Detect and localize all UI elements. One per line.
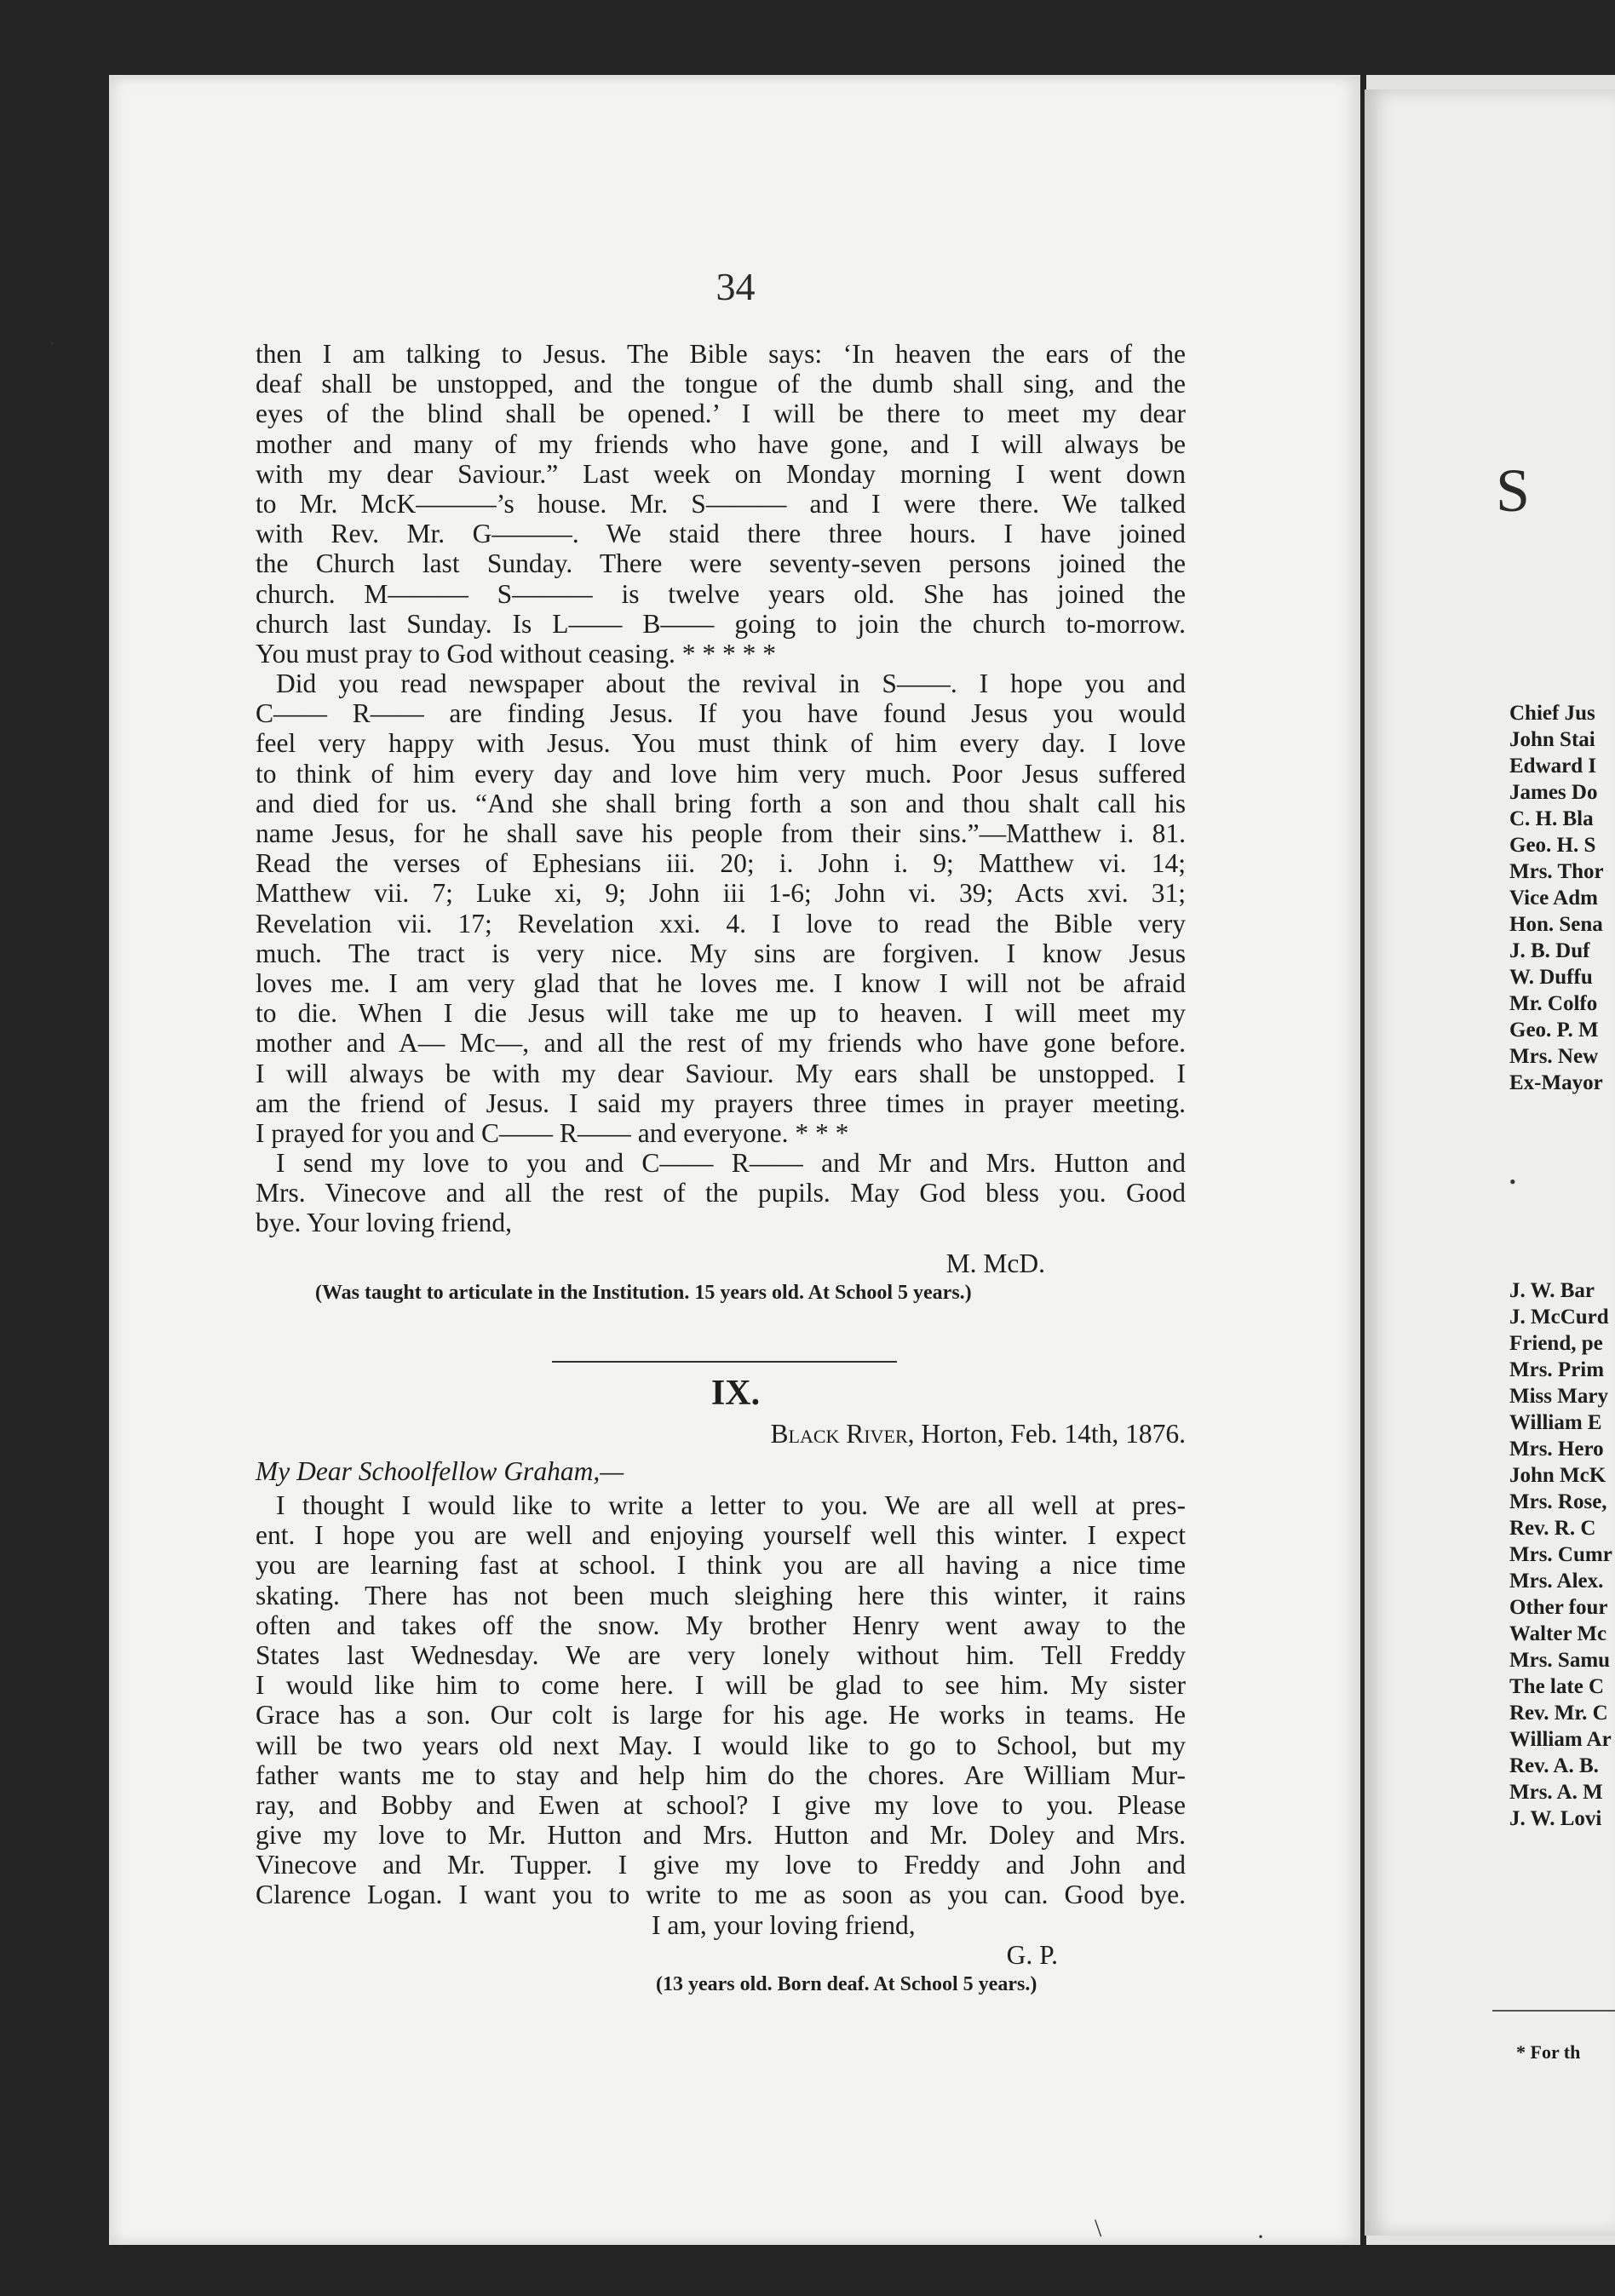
text-line: Revelation vii. 17; Revelation xxi. 4. I love to read the Bible very bbox=[256, 908, 1186, 938]
text-line: C—— R—— are finding Jesus. If you have found Jesus you would bbox=[256, 698, 1186, 729]
footnote: (13 years old. Born deaf. At School 5 years.) bbox=[656, 1973, 1037, 1995]
text-line: give my love to Mr. Hutton and Mrs. Hutton and Mr. Doley and Mrs. bbox=[256, 1820, 1186, 1851]
text-line: I thought I would like to write a letter to you. We are all well at pres- bbox=[276, 1490, 1186, 1520]
list-item: Rev. Mr. C bbox=[1509, 1702, 1608, 1725]
section-divider bbox=[552, 1361, 897, 1363]
text-line: often and takes off the snow. My brother Henry went away to the bbox=[256, 1610, 1186, 1640]
text-line: church. M——— S——— is twelve years old. She has joined the bbox=[256, 578, 1186, 609]
text-line: am the friend of Jesus. I said my prayers three times in prayer meeting. bbox=[256, 1088, 1186, 1118]
text-line: church last Sunday. Is L—— B—— going to join the church to-morrow. bbox=[256, 608, 1186, 639]
text-line: Clarence Logan. I want you to write to me as soon as you can. Good bye. bbox=[256, 1880, 1186, 1910]
text-line: deaf shall be unstopped, and the tongue of the dumb shall sing, and the bbox=[256, 369, 1186, 399]
text-line: I will always be with my dear Saviour. My ears shall be unstopped. I bbox=[256, 1058, 1186, 1088]
list-item: Mr. Colfo bbox=[1509, 992, 1598, 1015]
letter-ix-body bbox=[256, 1490, 1186, 1999]
footnote: (Was taught to articulate in the Institution. 15 years old. At School 5 years.) bbox=[315, 1281, 972, 1304]
list-item: Miss Mary bbox=[1509, 1385, 1608, 1408]
text-line: I send my love to you and C—— R—— and Mr and Mrs. Hutton and bbox=[276, 1148, 1186, 1179]
text-line: with Rev. Mr. G———. We staid there three hours. I have joined bbox=[256, 519, 1186, 549]
list-item: Chief Jus bbox=[1509, 702, 1595, 725]
list-item: William E bbox=[1509, 1411, 1602, 1434]
scan-speck: ˙ bbox=[48, 336, 56, 364]
facing-list-b bbox=[1509, 1277, 1615, 1832]
dateline bbox=[256, 1419, 1186, 1449]
facing-heading: S bbox=[1496, 456, 1531, 525]
list-item: Ex-Mayor bbox=[1509, 1071, 1603, 1094]
salutation: My Dear Schoolfellow Graham,— bbox=[256, 1456, 624, 1486]
text-line: with my dear Saviour.” Last week on Monday morning I went down bbox=[256, 458, 1186, 489]
text-line: bye. Your loving friend, bbox=[256, 1208, 512, 1238]
list-item: John McK bbox=[1509, 1464, 1606, 1487]
text-line: and died for us. “And she shall bring forth a son and thou shalt call his bbox=[256, 788, 1186, 818]
text-line: will be two years old next May. I would like to go to School, but my bbox=[256, 1730, 1186, 1760]
list-item: Walter Mc bbox=[1509, 1622, 1607, 1645]
text-line: name Jesus, for he shall save his people from their sins.”—Matthew i. 81. bbox=[256, 818, 1186, 848]
text-line: You must pray to God without ceasing. * * * * * bbox=[256, 638, 777, 669]
text-line: States last Wednesday. We are very lonely without him. Tell Freddy bbox=[256, 1639, 1186, 1670]
facing-page bbox=[1365, 89, 1615, 2236]
list-item: Mrs. Thor bbox=[1509, 860, 1604, 883]
text-line: Did you read newspaper about the revival in S——. I hope you and bbox=[276, 669, 1186, 699]
list-item: Edward I bbox=[1509, 755, 1597, 778]
signature: M. McD. bbox=[945, 1248, 1045, 1278]
section-heading: IX. bbox=[710, 1374, 761, 1413]
text-line: mother and many of my friends who have gone, and I will always be bbox=[256, 428, 1186, 459]
text-line: the Church last Sunday. There were seventy-seven persons joined the bbox=[256, 548, 1186, 579]
list-item: Mrs. New bbox=[1509, 1045, 1599, 1068]
text-line: Read the verses of Ephesians iii. 20; i. John i. 9; Matthew vi. 14; bbox=[256, 848, 1186, 879]
list-item: William Ar bbox=[1509, 1728, 1612, 1751]
text-line: mother and A— Mc—, and all the rest of my friends who have gone before. bbox=[256, 1028, 1186, 1059]
text-line: you are learning fast at school. I think you are all having a nice time bbox=[256, 1550, 1186, 1581]
list-item: Rev. A. B. bbox=[1509, 1754, 1599, 1777]
list-item: Geo. H. S bbox=[1509, 834, 1596, 857]
facing-footnote-rule bbox=[1492, 2010, 1615, 2012]
text-line: to die. When I die Jesus will take me up to heaven. I will meet my bbox=[256, 998, 1186, 1029]
text-line: loves me. I am very glad that he loves me. I know I will not be afraid bbox=[256, 967, 1186, 998]
bullet-mark: • bbox=[1509, 1171, 1516, 1192]
dateline-place: Black River bbox=[770, 1419, 908, 1449]
text-line: I prayed for you and C—— R—— and everyone. * * * bbox=[256, 1117, 849, 1148]
list-item: Mrs. Alex. bbox=[1509, 1570, 1604, 1593]
scan-border-bottom bbox=[0, 2245, 1615, 2296]
text-line: then I am talking to Jesus. The Bible says: ‘In heaven the ears of the bbox=[256, 339, 1186, 369]
text-line: eyes of the blind shall be opened.’ I will be there to meet my dear bbox=[256, 399, 1186, 429]
facing-list-a bbox=[1509, 700, 1615, 1096]
facing-footnote: * For th bbox=[1516, 2041, 1581, 2063]
list-item: Mrs. Prim bbox=[1509, 1358, 1605, 1381]
text-line: father wants me to stay and help him do the chores. Are William Mur- bbox=[256, 1759, 1186, 1790]
text-line: skating. There has not been much sleighing here this winter, it rains bbox=[256, 1580, 1186, 1610]
text-line: to think of him every day and love him very much. Poor Jesus suffered bbox=[256, 758, 1186, 789]
scan-border-top bbox=[0, 0, 1615, 75]
list-item: The late C bbox=[1509, 1675, 1605, 1698]
list-item: J. McCurd bbox=[1509, 1306, 1609, 1329]
list-item: Mrs. Samu bbox=[1509, 1649, 1611, 1672]
list-item: Hon. Sena bbox=[1509, 913, 1603, 936]
list-item: J. B. Duf bbox=[1509, 939, 1590, 962]
list-item: Mrs. Hero bbox=[1509, 1438, 1604, 1461]
page-number: 34 bbox=[716, 265, 756, 308]
list-item: W. Duffu bbox=[1509, 966, 1593, 989]
list-item: James Do bbox=[1509, 781, 1598, 804]
list-item: Mrs. Rose, bbox=[1509, 1490, 1607, 1513]
text-line: Matthew vii. 7; Luke xi, 9; John iii 1-6; John vi. 39; Acts xvi. 31; bbox=[256, 878, 1186, 909]
text-line: to Mr. McK———’s house. Mr. S——— and I were there. We talked bbox=[256, 488, 1186, 519]
list-item: Mrs. A. M bbox=[1509, 1781, 1603, 1804]
list-item: Rev. R. C bbox=[1509, 1517, 1596, 1540]
list-item: John Stai bbox=[1509, 728, 1595, 751]
list-item: Friend, pe bbox=[1509, 1332, 1603, 1355]
dateline-rest: , Horton, Feb. 14th, 1876. bbox=[907, 1419, 1186, 1449]
scan-speck: · bbox=[1256, 2223, 1265, 2251]
text-line: I would like him to come here. I will be glad to see him. My sister bbox=[256, 1670, 1186, 1701]
text-line: ray, and Bobby and Ewen at school? I give my love to you. Please bbox=[256, 1789, 1186, 1820]
text-line: feel very happy with Jesus. You must think of him every day. I love bbox=[256, 728, 1186, 759]
closing: I am, your loving friend, bbox=[652, 1909, 916, 1940]
list-item: Other four bbox=[1509, 1596, 1608, 1619]
text-line: ent. I hope you are well and enjoying yourself well this winter. I expect bbox=[256, 1520, 1186, 1551]
text-line: much. The tract is very nice. My sins are forgiven. I know Jesus bbox=[256, 938, 1186, 968]
list-item: Vice Adm bbox=[1509, 887, 1598, 910]
list-item: J. W. Lovi bbox=[1509, 1807, 1602, 1830]
list-item: Geo. P. M bbox=[1509, 1019, 1599, 1042]
text-line: Grace has a son. Our colt is large for his age. He works in teams. He bbox=[256, 1700, 1186, 1731]
text-line: Mrs. Vinecove and all the rest of the pupils. May God bless you. Good bbox=[256, 1178, 1186, 1208]
text-line: Vinecove and Mr. Tupper. I give my love to Freddy and John and bbox=[256, 1850, 1186, 1880]
list-item: Mrs. Cumr bbox=[1509, 1543, 1612, 1566]
letter-viii-body bbox=[256, 339, 1186, 1307]
scan-speck: \ bbox=[1095, 2214, 1102, 2242]
signature: G. P. bbox=[1006, 1939, 1058, 1970]
list-item: C. H. Bla bbox=[1509, 807, 1594, 830]
list-item: J. W. Bar bbox=[1509, 1279, 1595, 1302]
